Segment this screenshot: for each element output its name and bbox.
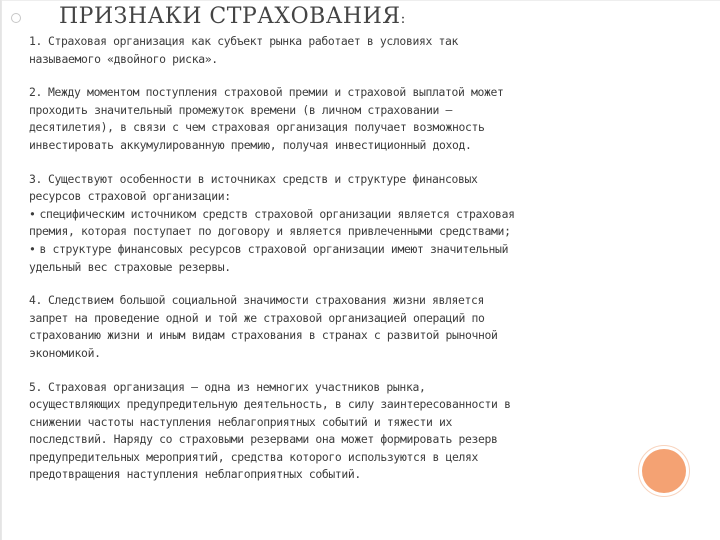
list-item-line bbox=[29, 137, 661, 155]
list-item-line bbox=[29, 449, 661, 467]
list-item-number: 3. bbox=[29, 171, 43, 186]
left-divider bbox=[1, 0, 2, 540]
slide-body bbox=[29, 33, 661, 500]
slide-title-text: ПРИЗНАКИ СТРАХОВАНИЯ bbox=[59, 4, 401, 29]
list-item-line bbox=[29, 51, 661, 69]
list-item-text: Страховая организация как субъект рынка работает в условиях так bbox=[48, 34, 459, 48]
list-item-text: проходить значительный промежуток времени (в личном страховании — bbox=[29, 102, 453, 117]
bullet-line bbox=[29, 241, 661, 259]
list-item-text: Следствием большой социальной значимости страхования жизни является bbox=[48, 293, 485, 308]
list-item-number: 5. bbox=[29, 379, 43, 394]
title-row bbox=[1, 0, 720, 34]
bullet-text: специфическим источником средств страховой организации является страховая bbox=[39, 206, 515, 221]
list-item-text: десятилетия), в связи с чем страховая организация получает возможность bbox=[29, 120, 485, 135]
list-item-text: снижении частоты наступления неблагоприятных событий и тяжести их bbox=[29, 414, 453, 429]
list-item-line bbox=[29, 102, 661, 120]
list-item-3 bbox=[29, 171, 661, 277]
list-item-text: последствий. Наряду со страховыми резервами она может формировать резерв bbox=[29, 432, 498, 447]
title-bullet-dot-icon bbox=[11, 13, 21, 23]
list-item-line bbox=[29, 396, 661, 414]
list-item-text: экономикой. bbox=[29, 345, 101, 360]
list-item-4 bbox=[29, 292, 661, 362]
list-item-line bbox=[29, 292, 661, 310]
list-item-line bbox=[29, 33, 661, 51]
list-item-line bbox=[29, 431, 661, 449]
list-item-number: 2. bbox=[29, 85, 43, 100]
bullet-text: удельный вес страховые резервы. bbox=[29, 259, 231, 274]
list-item-text: называемого «двойного риска». bbox=[29, 51, 218, 66]
list-item-text: инвестировать аккумулированную премию, получая инвестиционный доход. bbox=[29, 137, 472, 152]
list-item-text: Страховая организация — одна из немногих участников рынка, bbox=[48, 379, 426, 394]
list-item-line bbox=[29, 345, 661, 363]
list-item-text: предотвращения наступления неблагоприятных событий. bbox=[29, 467, 361, 482]
list-item-line bbox=[29, 171, 661, 189]
list-item-text: осуществляющих предупредительную деятельность, в силу заинтересованности в bbox=[29, 397, 511, 412]
list-item-number: 4. bbox=[29, 293, 43, 308]
slide-title-colon: : bbox=[400, 11, 406, 27]
bullet-text: премия, которая поступает по договору и является привлеченными средствами; bbox=[29, 224, 511, 239]
list-item-line bbox=[29, 84, 661, 102]
bullet-line bbox=[29, 206, 661, 224]
bullet-line bbox=[29, 259, 661, 277]
list-item-text: предупредительных мероприятий, средства которого используются в целях bbox=[29, 449, 479, 464]
list-item-text: страхованию жизни и иным видам страхования в странах с развитой рыночной bbox=[29, 328, 498, 343]
list-item-text: запрет на проведение одной и той же страховой организацией операций по bbox=[29, 310, 485, 325]
list-item-line bbox=[29, 327, 661, 345]
bullet-marker-icon: • bbox=[29, 206, 36, 221]
list-item-1 bbox=[29, 33, 661, 68]
list-item-line bbox=[29, 414, 661, 432]
bullet-marker-icon: • bbox=[29, 241, 36, 256]
list-item-line bbox=[29, 119, 661, 137]
list-item-2 bbox=[29, 84, 661, 154]
list-item-text: Существуют особенности в источниках средств и структуре финансовых bbox=[48, 171, 478, 186]
list-item-5 bbox=[29, 379, 661, 485]
list-item-line bbox=[29, 310, 661, 328]
bullet-text: в структуре финансовых ресурсов страховой организации имеют значительный bbox=[39, 241, 509, 256]
decorative-orange-circle-icon bbox=[642, 449, 686, 493]
bullet-line bbox=[29, 223, 661, 241]
slide-title bbox=[59, 3, 406, 33]
list-item-line bbox=[29, 466, 661, 484]
list-item-line bbox=[29, 188, 661, 206]
list-item-number: 1. bbox=[29, 34, 43, 48]
list-item-line bbox=[29, 379, 661, 397]
list-item-text: ресурсов страховой организации: bbox=[29, 189, 231, 204]
list-item-text: Между моментом поступления страховой премии и страховой выплатой может bbox=[48, 85, 504, 100]
